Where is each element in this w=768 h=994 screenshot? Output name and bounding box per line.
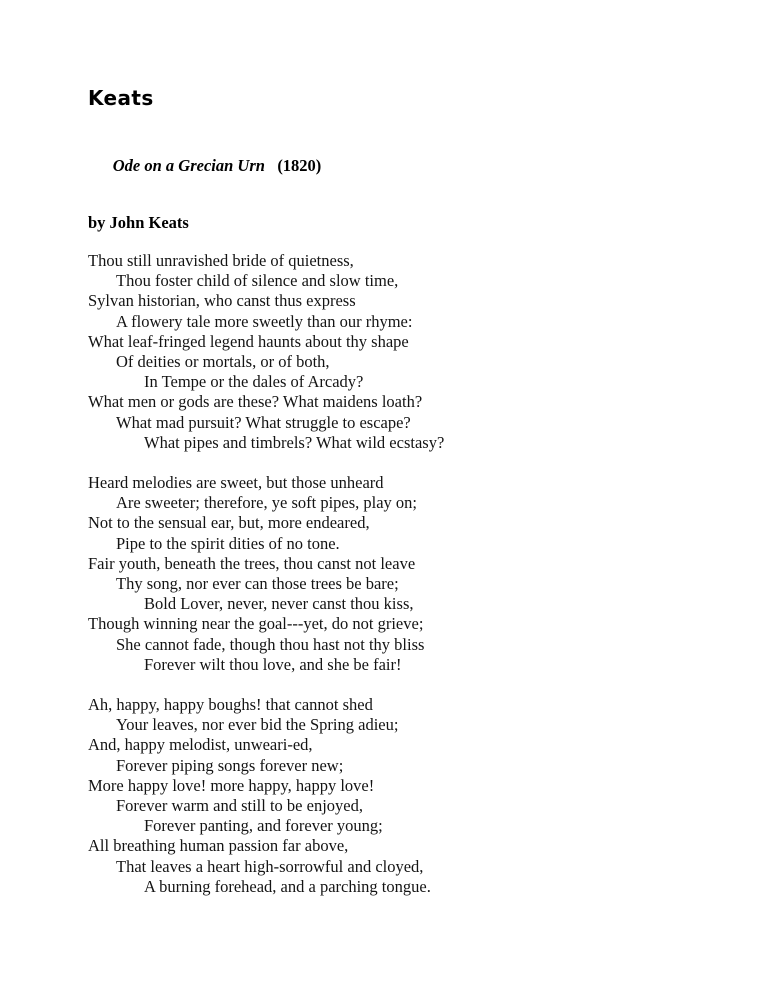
stanza	[88, 473, 688, 675]
poem-line: Pipe to the spirit dities of no tone.	[116, 533, 340, 553]
poem-line: What men or gods are these? What maidens loath?	[88, 392, 423, 412]
spacer	[88, 110, 688, 136]
poem-title-line	[88, 136, 688, 196]
spacer	[88, 233, 688, 251]
poem-line: Heard melodies are sweet, but those unheard	[88, 473, 384, 493]
poem-line: Though winning near the goal---yet, do not grieve;	[88, 614, 424, 634]
poem-line: Forever warm and still to be enjoyed,	[116, 796, 363, 816]
poem-line: More happy love! more happy, happy love!	[88, 775, 375, 795]
poem-line: Not to the sensual ear, but, more endeared,	[88, 513, 370, 533]
poem-line: What mad pursuit? What struggle to escape?	[116, 412, 411, 432]
poem-line: Thy song, nor ever can those trees be bare;	[116, 574, 399, 594]
poem-line: She cannot fade, though thou hast not thy bliss	[116, 634, 425, 654]
poem-line: Ah, happy, happy boughs! that cannot shed	[88, 695, 373, 715]
poem-line: A flowery tale more sweetly than our rhyme:	[116, 311, 413, 331]
poem-line: Forever panting, and forever young;	[144, 816, 383, 836]
byline: by John Keats	[88, 213, 189, 232]
page-title: Keats	[88, 86, 154, 110]
document-content	[88, 86, 688, 897]
poem-line: Are sweeter; therefore, ye soft pipes, play on;	[116, 493, 418, 513]
poem-line: What leaf-fringed legend haunts about thy shape	[88, 331, 409, 351]
stanza	[88, 695, 688, 897]
poem-line: In Tempe or the dales of Arcady?	[144, 372, 364, 392]
spacer	[88, 196, 688, 213]
poem-line: Your leaves, nor ever bid the Spring adieu;	[116, 715, 399, 735]
poem-title: Ode on a Grecian Urn	[112, 156, 265, 175]
poem-year: (1820)	[277, 156, 322, 175]
poem-line: Forever piping songs forever new;	[116, 755, 344, 775]
poem-title-year-gap	[265, 156, 277, 175]
poem-line: And, happy melodist, unweari-ed,	[88, 735, 313, 755]
poem-body	[88, 251, 688, 897]
poem-line: Of deities or mortals, or of both,	[116, 352, 330, 372]
poem-line: All breathing human passion far above,	[88, 836, 349, 856]
poem-line: Fair youth, beneath the trees, thou canst not leave	[88, 553, 416, 573]
poem-line: Bold Lover, never, never canst thou kiss,	[144, 594, 414, 614]
poem-line: What pipes and timbrels? What wild ecstasy?	[144, 432, 445, 452]
poem-line: That leaves a heart high-sorrowful and cloyed,	[116, 856, 424, 876]
poem-line: Sylvan historian, who canst thus express	[88, 291, 356, 311]
poem-line: Thou foster child of silence and slow time,	[116, 271, 399, 291]
poem-line: Thou still unravished bride of quietness,	[88, 251, 354, 270]
poem-line: A burning forehead, and a parching tongue.	[144, 876, 431, 896]
poem-line: Forever wilt thou love, and she be fair!	[144, 654, 402, 674]
stanza	[88, 251, 688, 453]
